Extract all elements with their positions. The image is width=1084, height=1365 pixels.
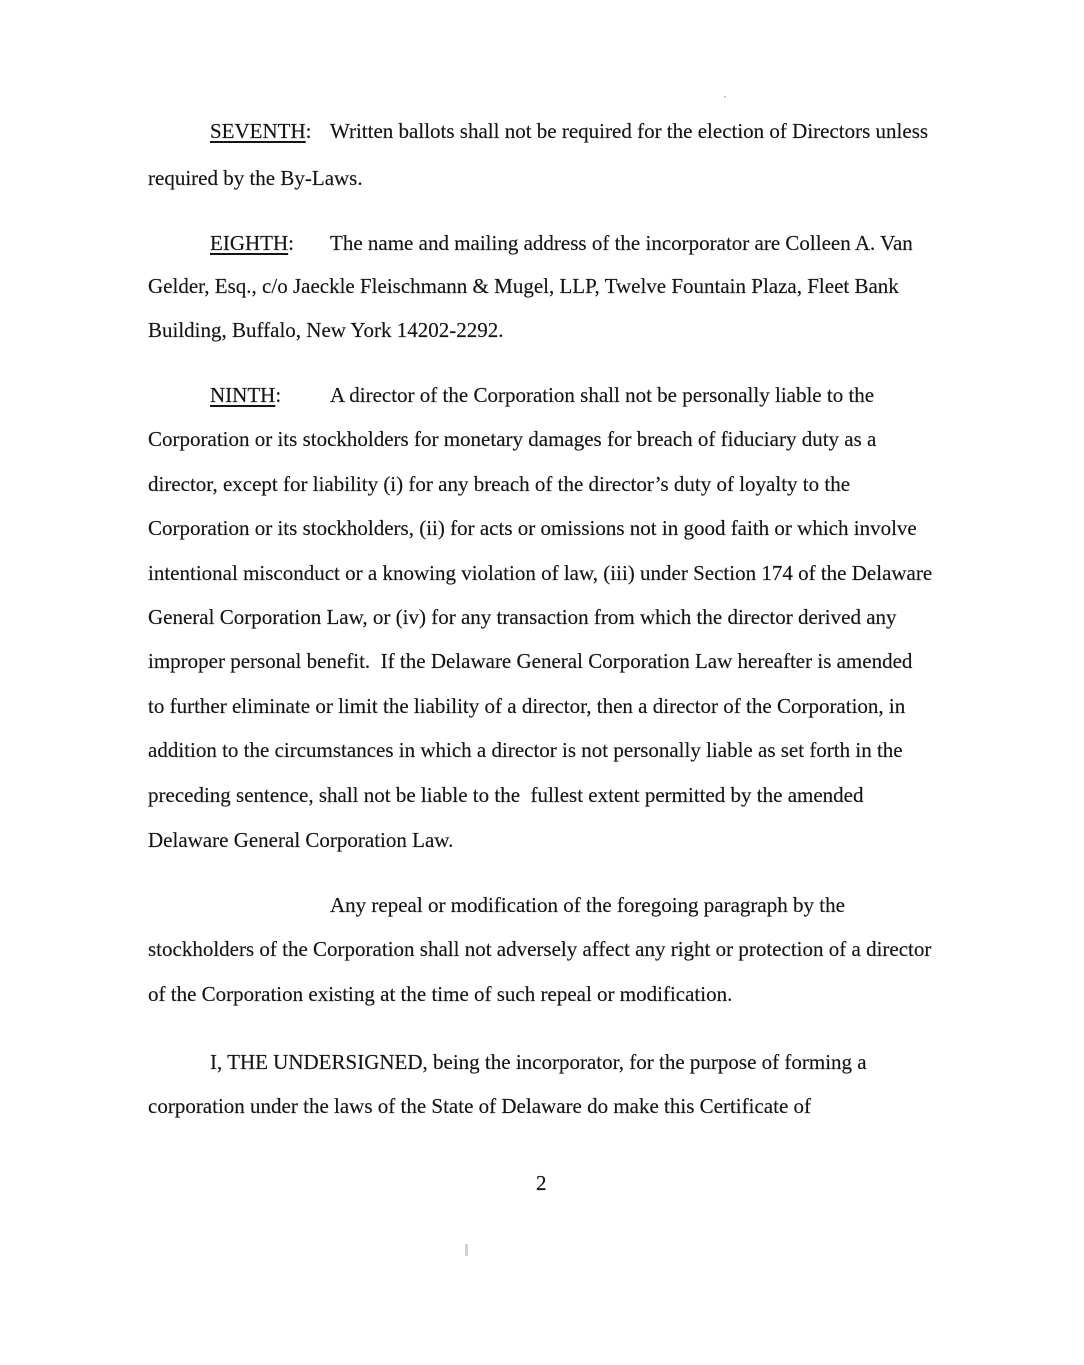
text-line: director, except for liability (i) for any breach of the director’s duty of loyalty to the [148,472,851,496]
section-label-word: NINTH [210,383,276,407]
section-label-ninth [210,383,281,407]
section-label-colon: : [288,231,294,255]
text-line: I, THE UNDERSIGNED, being the incorporator, for the purpose of forming a [210,1050,867,1074]
text-line: preceding sentence, shall not be liable to the fullest extent permitted by the amended [148,783,864,807]
page-number: 2 [536,1171,547,1195]
section-label-word: EIGHTH [210,231,289,255]
text-line: Gelder, Esq., c/o Jaeckle Fleischmann & Mugel, LLP, Twelve Fountain Plaza, Fleet Bank [148,274,899,298]
text-line: addition to the circumstances in which a director is not personally liable as set forth in the [148,738,903,762]
section-label-eighth [210,231,294,255]
text-line: Building, Buffalo, New York 14202-2292. [148,318,504,342]
text-line: corporation under the laws of the State of Delaware do make this Certificate of [148,1094,812,1118]
text-line: improper personal benefit. If the Delaware General Corporation Law hereafter is amended [148,649,913,673]
text-line: Corporation or its stockholders, (ii) for acts or omissions not in good faith or which involve [148,516,917,540]
text-line: General Corporation Law, or (iv) for any transaction from which the director derived any [148,605,897,629]
text-line: Written ballots shall not be required for the election of Directors unless [330,119,929,143]
section-label-word: SEVENTH [210,119,306,143]
text-line: The name and mailing address of the incorporator are Colleen A. Van [330,231,913,255]
text-line: Any repeal or modification of the foregoing paragraph by the [330,893,845,917]
section-label-seventh [210,119,312,143]
text-line: required by the By-Laws. [148,166,363,190]
text-line: stockholders of the Corporation shall not adversely affect any right or protection of a director [148,937,932,961]
text-line: of the Corporation existing at the time of such repeal or modification. [148,982,733,1006]
text-line: Corporation or its stockholders for monetary damages for breach of fiduciary duty as a [148,427,877,451]
text-line: to further eliminate or limit the liability of a director, then a director of the Corporation, in [148,694,906,718]
scan-smudge [465,1244,468,1256]
text-line: A director of the Corporation shall not be personally liable to the [330,383,875,407]
text-line: intentional misconduct or a knowing violation of law, (iii) under Section 174 of the Delaware [148,561,933,585]
section-label-colon: : [275,383,282,407]
scan-speck [724,96,726,98]
section-label-colon: : [305,119,312,143]
text-line: Delaware General Corporation Law. [148,828,454,852]
